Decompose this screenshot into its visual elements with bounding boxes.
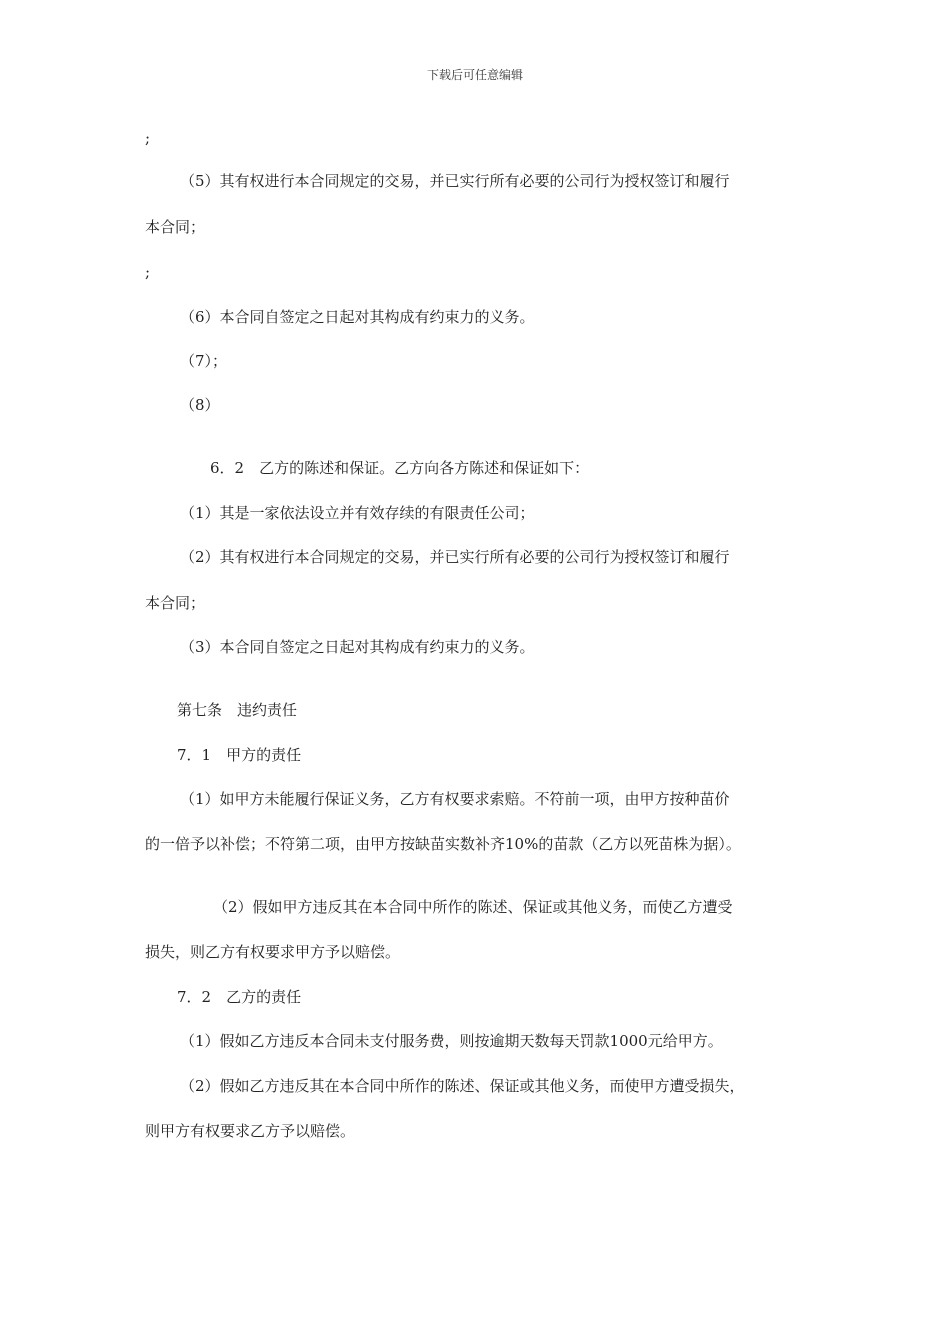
section-heading: 7．2 乙方的责任	[177, 988, 302, 1006]
text-line: （2）假如乙方违反其在本合同中所作的陈述、保证或其他义务，而使甲方遭受损失，	[180, 1077, 745, 1095]
section-heading: 6．2 乙方的陈述和保证。乙方向各方陈述和保证如下：	[210, 459, 590, 477]
text-line: ;	[145, 263, 151, 281]
text-line: （2）其有权进行本合同规定的交易，并已实行所有必要的公司行为授权签订和履行	[180, 548, 730, 566]
text-line: （7）；	[180, 352, 228, 370]
text-line: （1）假如乙方违反本合同未支付服务费，则按逾期天数每天罚款1000元给甲方。	[180, 1032, 723, 1050]
text-line: （5）其有权进行本合同规定的交易，并已实行所有必要的公司行为授权签订和履行	[180, 172, 730, 190]
text-line: 的一倍予以补偿；不符第二项，由甲方按缺苗实数补齐10%的苗款（乙方以死苗株为据）。	[145, 835, 741, 853]
section-heading: 7．1 甲方的责任	[177, 746, 302, 764]
text-line: （2）假如甲方违反其在本合同中所作的陈述、保证或其他义务，而使乙方遭受	[213, 898, 733, 916]
text-line: （6）本合同自签定之日起对其构成有约束力的义务。	[180, 308, 535, 326]
text-line: （8）	[180, 396, 220, 414]
text-line: （1）如甲方未能履行保证义务，乙方有权要求索赔。不符前一项，由甲方按种苗价	[180, 790, 730, 808]
text-line: （3）本合同自签定之日起对其构成有约束力的义务。	[180, 638, 535, 656]
text-line: （1）其是一家依法设立并有效存续的有限责任公司；	[180, 504, 535, 522]
text-line: 损失，则乙方有权要求甲方予以赔偿。	[145, 943, 401, 961]
article-heading: 第七条 违约责任	[177, 701, 298, 719]
text-line: 则甲方有权要求乙方予以赔偿。	[145, 1122, 356, 1140]
page-header: 下载后可任意编辑	[426, 68, 523, 82]
text-line: 本合同；	[145, 218, 206, 236]
text-line: ;	[145, 129, 151, 147]
text-line: 本合同；	[145, 594, 206, 612]
